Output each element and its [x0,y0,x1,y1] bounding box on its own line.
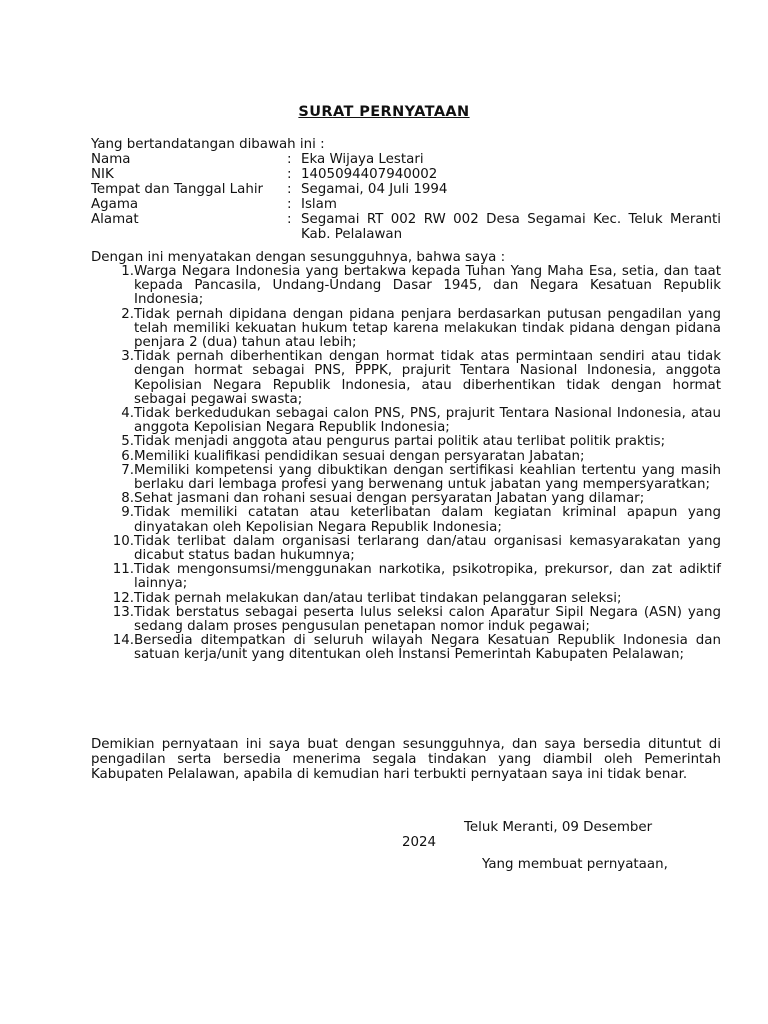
identity-label: Alamat [91,212,139,227]
identity-value: 1405094407940002 [301,167,438,182]
statement-number [91,350,134,407]
statement-text: Tidak memiliki catatan atau keterlibatan dalam kegiatan kriminal apapun yang dinyatakan oleh Kepolisian Negara Republik Indonesia; [134,505,721,535]
statement-item [91,308,721,351]
identity-colon: : [287,212,292,227]
statement-item [91,407,721,435]
statement-number [91,308,134,351]
statement-number-text: 11. [112,562,134,578]
statement-item [91,563,721,591]
place-date-line1: Teluk Meranti, 09 Desember [464,820,653,835]
intro-text: Yang bertandatangan dibawah ini : [91,137,325,152]
statement-number-text: 4. [121,406,134,422]
statement-text: Tidak berkedudukan sebagai calon PNS, PNS, prajurit Tentara Nasional Indonesia, atau anggota Kepolisian Negara Republik Indonesia; [134,406,721,436]
identity-label: Agama [91,197,139,212]
identity-value: Segamai, 04 Juli 1994 [301,182,448,197]
statement-item [91,265,721,308]
identity-row [91,197,721,212]
statement-intro: Dengan ini menyatakan dengan sesungguhnya, bahwa saya : [91,250,506,265]
place-date-line2: 2024 [402,835,437,850]
statement-list [91,265,721,663]
identity-row [91,152,721,167]
statement-number [91,265,134,308]
identity-value: Segamai RT 002 RW 002 Desa Segamai Kec. Teluk Meranti Kab. Pelalawan [301,212,721,242]
statement-number [91,592,134,606]
identity-row [91,167,721,182]
identity-colon: : [287,197,292,212]
statement-number-text: 8. [121,491,134,507]
statement-number [91,464,134,492]
statement-number [91,506,134,534]
statement-number [91,492,134,506]
statement-number [91,563,134,591]
identity-colon: : [287,182,292,197]
identity-value: Islam [301,197,337,212]
statement-text: Sehat jasmani dan rohani sesuai dengan persyaratan Jabatan yang dilamar; [134,491,645,507]
statement-item [91,435,721,449]
statement-text: Memiliki kompetensi yang dibuktikan dengan sertifikasi keahlian tertentu yang masih berlaku dari lembaga profesi yang berwenang untuk jabatan yang mempersyaratkan; [134,462,721,493]
statement-text: Tidak pernah diberhentikan dengan hormat tidak atas permintaan sendiri atau tidak dengan hormat sebagai PNS, PPPK, prajurit Tentara Nasional Indonesia, anggota Kepolisian Negara Republik Indonesia, atau diberhentikan tidak dengan hormat sebagai pegawai swasta; [134,349,721,407]
identity-colon: : [287,167,292,182]
statement-number-text: 5. [121,434,134,450]
statement-item [91,535,721,563]
statement-number [91,634,134,662]
statement-text: Warga Negara Indonesia yang bertakwa kepada Tuhan Yang Maha Esa, setia, dan taat kepada Pancasila, Undang-Undang Dasar 1945, dan Negara Kesatuan Republik Indonesia; [134,264,721,308]
statement-item [91,350,721,407]
statement-number-text: 9. [121,505,134,521]
statement-item [91,634,721,662]
statement-number-text: 12. [112,590,134,606]
statement-number-text: 1. [121,264,134,279]
statement-number-text: 6. [121,448,134,464]
statement-text: Tidak menjadi anggota atau pengurus partai politik atau terlibat politik praktis; [134,434,666,450]
statement-text: Bersedia ditempatkan di seluruh wilayah Negara Kesatuan Republik Indonesia dan satuan kerja/unit yang ditentukan oleh Instansi Pemerintah Kabupaten Pelalawan; [134,633,721,663]
statement-item [91,492,721,506]
statement-item [91,464,721,492]
signer-label: Yang membuat pernyataan, [482,857,668,872]
place-date [402,820,702,850]
identity-label: Nama [91,152,131,167]
statement-number [91,450,134,464]
identity-table [91,152,721,242]
document-title: SURAT PERNYATAAN [298,104,470,120]
identity-row [91,212,721,242]
identity-row [91,182,721,197]
statement-number [91,407,134,435]
closing-paragraph: Demikian pernyataan ini saya buat dengan sesungguhnya, dan saya bersedia dituntut di pengadilan serta bersedia menerima segala tindakan yang diambil oleh Pemerintah Kabupaten Pelalawan, apabila di kemudian hari terbukti pernyataan saya ini tidak benar. [91,737,721,782]
statement-number [91,606,134,634]
statement-number-text: 3. [121,349,134,365]
statement-text: Tidak pernah melakukan dan/atau terlibat tindakan pelanggaran seleksi; [134,590,622,606]
statement-item [91,506,721,534]
statement-number [91,435,134,449]
statement-item [91,592,721,606]
identity-label: Tempat dan Tanggal Lahir [91,182,264,197]
statement-text: Tidak berstatus sebagai peserta lulus seleksi calon Aparatur Sipil Negara (ASN) yang sedang dalam proses pengusulan penetapan nomor induk pegawai; [134,604,721,635]
statement-text: Tidak terlibat dalam organisasi terlarang dan/atau organisasi kemasyarakatan yang dicabut status badan hukumnya; [134,533,721,564]
statement-text: Tidak mengonsumsi/menggunakan narkotika, psikotropika, prekursor, dan zat adiktif lainnya; [134,562,721,592]
identity-colon: : [287,152,292,167]
statement-number-text: 10. [112,533,134,549]
identity-label: NIK [91,167,114,182]
statement-number-text: 14. [112,633,134,649]
statement-item [91,450,721,464]
statement-text: Memiliki kualifikasi pendidikan sesuai dengan persyaratan Jabatan; [134,448,585,464]
statement-number [91,535,134,563]
statement-number-text: 13. [112,604,134,620]
statement-number-text: 2. [121,306,134,322]
identity-value: Eka Wijaya Lestari [301,152,424,167]
statement-item [91,606,721,634]
statement-number-text: 7. [121,462,134,478]
statement-text: Tidak pernah dipidana dengan pidana penjara berdasarkan putusan pengadilan yang telah memiliki kekuatan hukum tetap karena melakukan tindak pidana dengan pidana penjara 2 (dua) tahun atau lebih; [134,306,721,351]
